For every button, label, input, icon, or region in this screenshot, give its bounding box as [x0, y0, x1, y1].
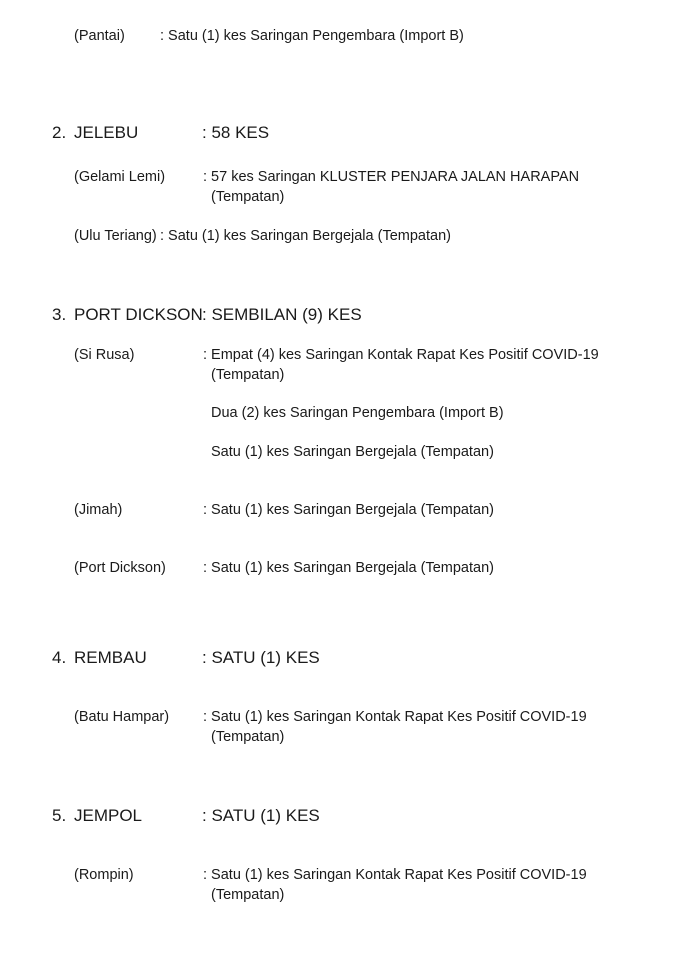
case-detail: Satu (1) kes Saringan Bergejala (Tempatan): [211, 444, 494, 460]
district-name: REMBAU: [74, 648, 147, 667]
case-detail-cont: (Tempatan): [211, 887, 285, 903]
district-total: : 58 KES: [202, 123, 270, 142]
mukim-label: (Jimah): [74, 502, 123, 518]
case-detail: : Empat (4) kes Saringan Kontak Rapat Kes Positif COVID-19: [203, 347, 599, 363]
case-detail: : 57 kes Saringan KLUSTER PENJARA JALAN HARAPAN: [203, 169, 580, 185]
case-detail: : Satu (1) kes Saringan Kontak Rapat Kes Positif COVID-19: [203, 867, 587, 883]
mukim-label: (Gelami Lemi): [74, 169, 166, 185]
district-name: JEMPOL: [74, 806, 143, 825]
mukim-label: (Si Rusa): [74, 347, 135, 363]
district-number: 3.: [52, 305, 67, 324]
case-detail: : Satu (1) kes Saringan Bergejala (Tempatan): [160, 228, 451, 244]
district-name: PORT DICKSON: [74, 305, 203, 324]
district-name: JELEBU: [74, 123, 139, 142]
district-number: 2.: [52, 123, 67, 142]
case-detail: : Satu (1) kes Saringan Bergejala (Tempatan): [203, 502, 494, 518]
mukim-label: (Rompin): [74, 867, 134, 883]
case-detail: : Satu (1) kes Saringan Kontak Rapat Kes Positif COVID-19: [203, 709, 587, 725]
district-number: 5.: [52, 806, 67, 825]
case-detail-cont: (Tempatan): [211, 189, 285, 205]
mukim-label: (Port Dickson): [74, 560, 166, 576]
case-detail-cont: (Tempatan): [211, 367, 285, 383]
mukim-label: (Pantai): [74, 28, 125, 44]
district-total: : SEMBILAN (9) KES: [202, 305, 362, 324]
district-total: : SATU (1) KES: [202, 806, 320, 825]
mukim-label: (Ulu Teriang): [74, 228, 157, 244]
case-detail-cont: (Tempatan): [211, 729, 285, 745]
district-total: : SATU (1) KES: [202, 648, 320, 667]
case-detail: Dua (2) kes Saringan Pengembara (Import B): [211, 405, 504, 421]
mukim-label: (Batu Hampar): [74, 709, 170, 725]
district-number: 4.: [52, 648, 67, 667]
case-detail: : Satu (1) kes Saringan Pengembara (Import B): [160, 28, 464, 44]
case-detail: : Satu (1) kes Saringan Bergejala (Tempatan): [203, 560, 494, 576]
